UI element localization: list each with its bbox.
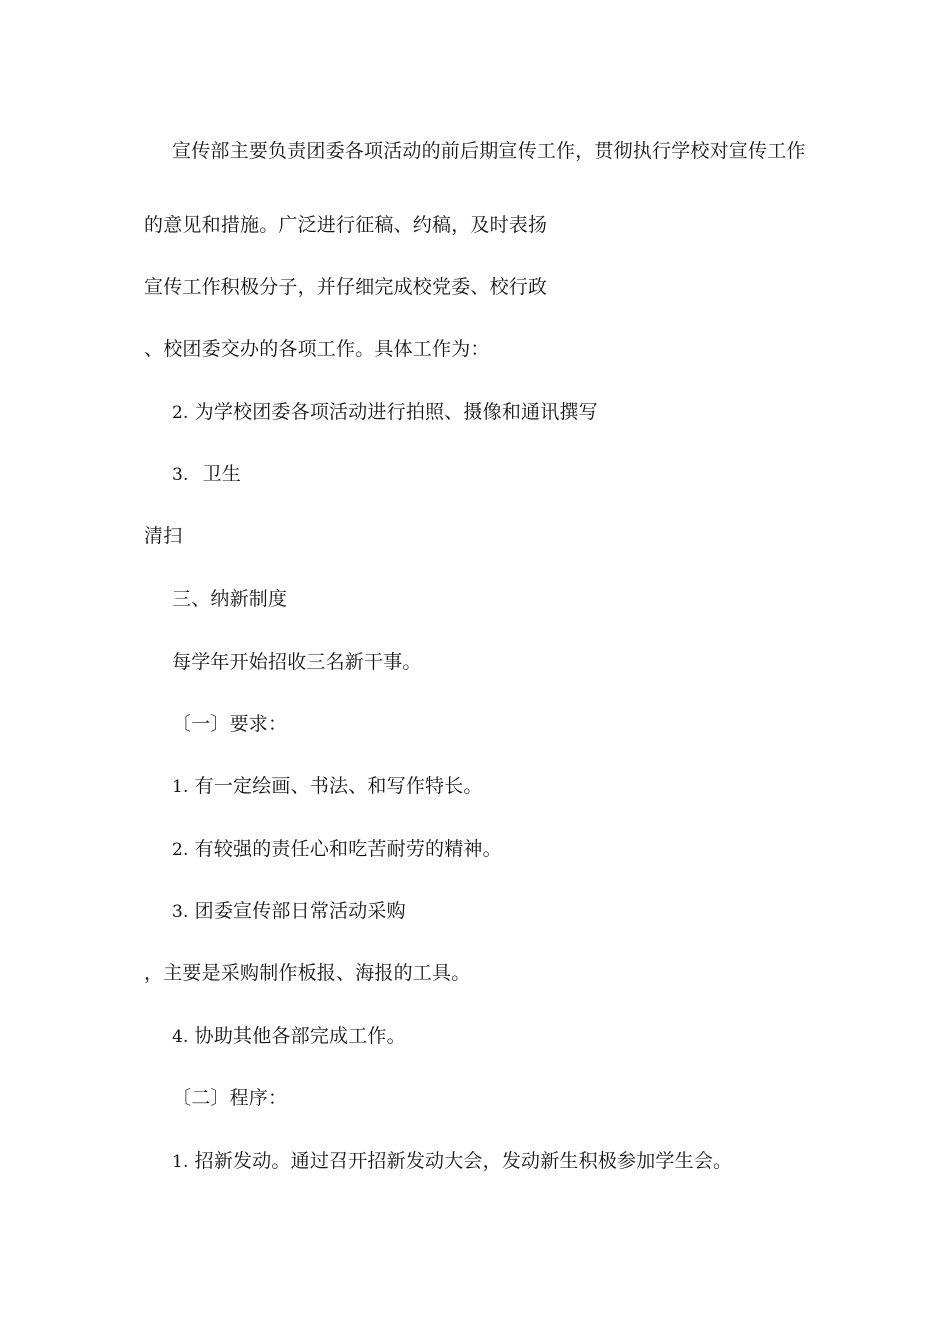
line-text: 、校团委交办的各项工作。具体工作为：: [144, 338, 490, 360]
line-text: 协助其他各部完成工作。: [194, 1025, 406, 1047]
line-text: 有较强的责任心和吃苦耐劳的精神。: [194, 838, 502, 860]
line-text: 的意见和措施。广泛进行征稿、约稿，及时表扬: [144, 214, 548, 236]
item-number: 3.: [172, 902, 189, 922]
list-item-req-2: [172, 837, 502, 862]
line-text: 〔一〕要求：: [172, 713, 288, 735]
item-number: 4.: [172, 1027, 189, 1047]
list-item-req-1: [172, 774, 483, 799]
list-item-proc-1: [172, 1149, 732, 1174]
list-item-req-3: [172, 899, 406, 924]
subsection-requirements: [172, 712, 287, 736]
line-text: 每学年开始招收三名新干事。: [172, 651, 422, 673]
line-text: 〔二〕程序：: [172, 1087, 288, 1109]
line-text: 清扫: [144, 525, 183, 547]
line-text: 为学校团委各项活动进行拍照、摄像和通讯撰写: [194, 401, 598, 423]
line-text: 宣传部主要负责团委各项活动的前后期宣传工作，贯彻执行学校对宣传工作: [172, 140, 806, 162]
line-text: 有一定绘画、书法、和写作特长。: [194, 775, 483, 797]
line-text: ，主要是采购制作板报、海报的工具。: [144, 962, 471, 984]
paragraph-line-4: [144, 337, 490, 361]
paragraph-line-purchase: [144, 961, 470, 985]
list-item-hygiene: [172, 462, 241, 487]
line-text: 宣传工作积极分子，并仔细完成校党委、校行政: [144, 276, 548, 298]
item-number: 3.: [172, 465, 189, 485]
paragraph-line-2: [144, 213, 547, 237]
line-text: 三、纳新制度: [172, 588, 288, 610]
line-text: 卫生: [202, 463, 242, 485]
section-heading: [172, 587, 287, 611]
item-number: 1.: [172, 1152, 189, 1172]
paragraph-line-clean: [144, 524, 182, 548]
paragraph-line-recruit: [172, 650, 422, 674]
item-number: 2.: [172, 840, 189, 860]
item-number: 1.: [172, 777, 189, 797]
item-number: 2.: [172, 403, 189, 423]
subsection-procedure: [172, 1086, 287, 1110]
line-text: 团委宣传部日常活动采购: [194, 900, 406, 922]
line-text: 招新发动。通过召开招新发动大会，发动新生积极参加学生会。: [194, 1150, 733, 1172]
list-item-req-4: [172, 1024, 406, 1049]
paragraph-line-3: [144, 275, 547, 299]
paragraph-line-1: [172, 139, 806, 163]
list-item-photo: [172, 400, 598, 425]
